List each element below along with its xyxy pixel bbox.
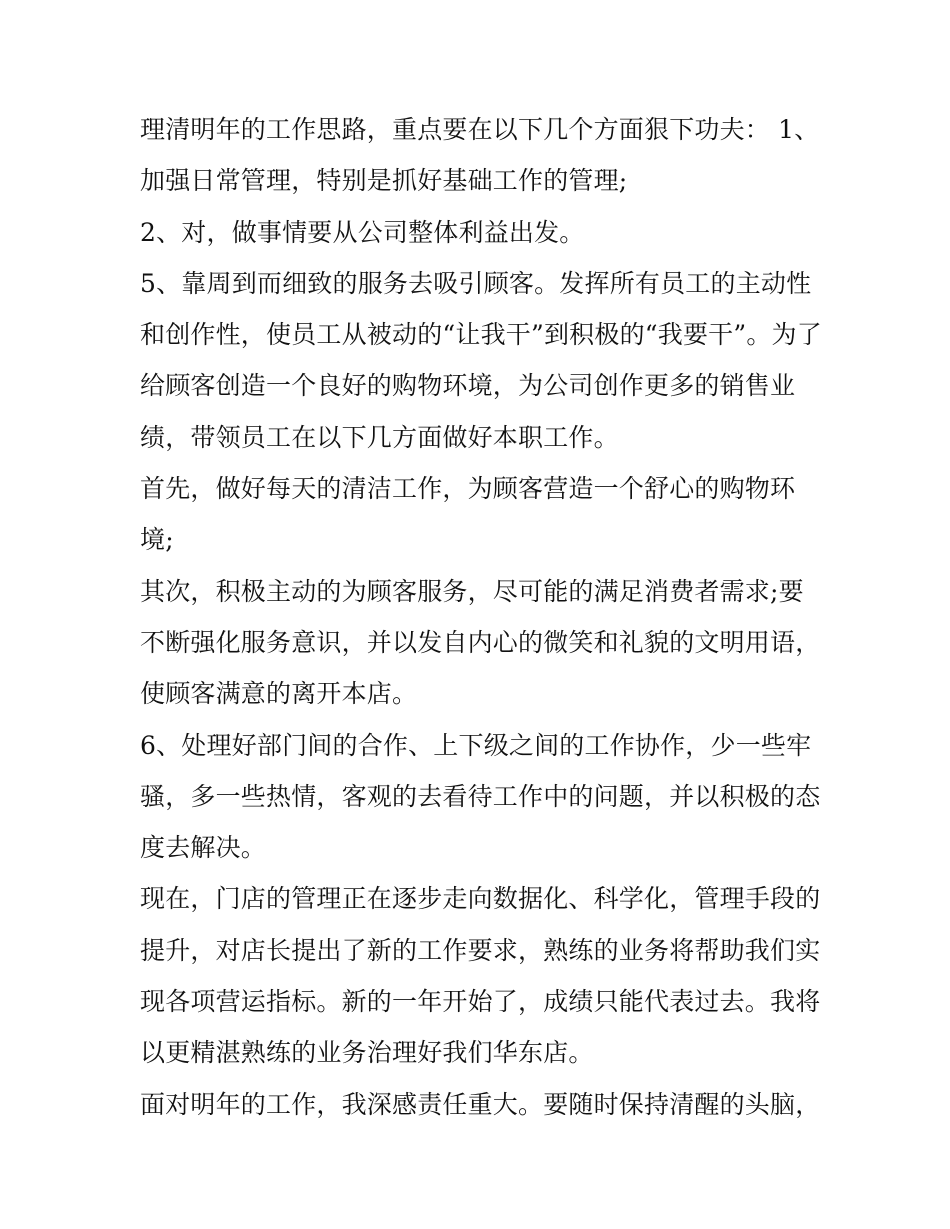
text-line: 以更精湛熟练的业务治理好我们华东店。 <box>140 1038 594 1068</box>
text-line: 境; <box>140 525 174 555</box>
text-line: 和创作性，使员工从被动的“让我干”到积极的“我要干”。为了 <box>140 320 822 350</box>
text-line: 现各项营运指标。新的一年开始了，成绩只能代表过去。我将 <box>140 987 821 1017</box>
text-line: 2、对，做事情要从公司整体利益出发。 <box>140 217 585 247</box>
text-line: 5、靠周到而细致的服务去吸引顾客。发挥所有员工的主动性 <box>140 268 812 298</box>
text-line: 加强日常管理，特别是抓好基础工作的管理; <box>140 166 628 196</box>
text-line: 现在，门店的管理正在逐步走向数据化、科学化，管理手段的 <box>140 884 821 914</box>
text-line: 使顾客满意的离开本店。 <box>140 679 418 709</box>
text-line: 不断强化服务意识，并以发自内心的微笑和礼貌的文明用语， <box>140 627 821 657</box>
text-line: 首先，做好每天的清洁工作，为顾客营造一个舒心的购物环 <box>140 474 796 504</box>
text-line: 6、处理好部门间的合作、上下级之间的工作协作，少一些牢 <box>140 730 812 760</box>
text-line: 其次，积极主动的为顾客服务，尽可能的满足消费者需求;要 <box>140 576 804 606</box>
text-line: 度去解决。 <box>140 833 267 863</box>
text-line: 提升，对店长提出了新的工作要求，熟练的业务将帮助我们实 <box>140 935 821 965</box>
text-line: 绩，带领员工在以下几方面做好本职工作。 <box>140 422 619 452</box>
text-line: 给顾客创造一个良好的购物环境，为公司创作更多的销售业 <box>140 371 796 401</box>
text-line: 理清明年的工作思路，重点要在以下几个方面狠下功夫： 1、 <box>140 115 820 144</box>
text-line: 骚，多一些热情，客观的去看待工作中的问题，并以积极的态 <box>140 781 821 811</box>
text-line: 面对明年的工作，我深感责任重大。要随时保持清醒的头脑， <box>140 1089 821 1119</box>
